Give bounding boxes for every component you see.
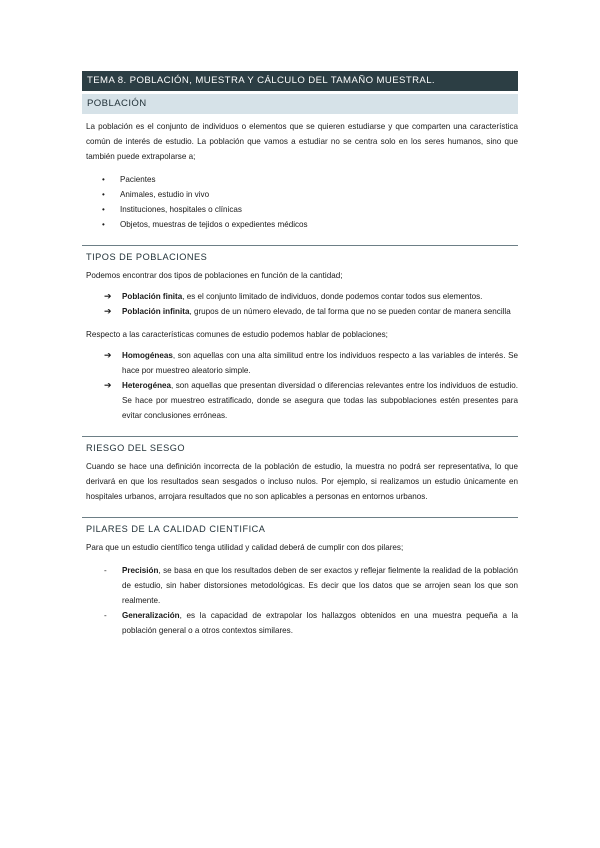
list-item: - Generalización, es la capacidad de extrapolar los hallazgos obtenidos en una muestra pequeña a la población general o a otros contextos similares. xyxy=(104,608,518,638)
dash-icon: - xyxy=(104,566,107,575)
list-item: ➔ Heterogénea, son aquellas que presentan diversidad o diferencias relevantes entre los individuos de estudio. Se hace por muestreo estratificado, donde se asegura que todas las subpoblaciones estén presentes para evitar conclusiones erróneas. xyxy=(104,380,518,420)
arrow-right-icon: ➔ xyxy=(104,306,112,316)
list-item: • Instituciones, hospitales o clínicas xyxy=(102,202,518,217)
arrow-right-icon: ➔ xyxy=(104,291,112,301)
term: Generalización xyxy=(122,611,180,620)
list-item: ➔ Población finita, es el conjunto limitado de individuos, donde podemos contar todos sus elementos. xyxy=(104,289,518,304)
term: Población infinita xyxy=(122,307,190,316)
list-item: - Precisión, se basa en que los resultados deben de ser exactos y reflejar fielmente la realidad de la población de estudio, sin haber distorsiones metodológicas. Es decir que los datos que se arrojen sean los que son realmente. xyxy=(104,563,518,608)
section-heading-tipos: TIPOS DE POBLACIONES xyxy=(82,245,518,264)
list-item: • Pacientes xyxy=(102,172,518,187)
term: Homogéneas xyxy=(122,351,173,360)
tipos-intro-2: Respecto a las características comunes de estudio podemos hablar de poblaciones; xyxy=(86,330,388,339)
poblacion-intro: La población es el conjunto de individuos o elementos que se quieren estudiarse y que comparten una característica común de interés de estudio. La población que vamos a estudiar no se centra solo en los seres humanos, sino que también puede extrapolarse a; xyxy=(86,122,518,161)
pilares-list xyxy=(82,563,518,638)
tipos-intro: Podemos encontrar dos tipos de poblaciones en función de la cantidad; xyxy=(86,271,343,280)
document-title: TEMA 8. POBLACIÓN, MUESTRA Y CÁLCULO DEL TAMAÑO MUESTRAL. xyxy=(82,71,518,91)
term: Heterogénea xyxy=(122,381,172,390)
section-heading-sesgo: RIESGO DEL SESGO xyxy=(82,436,518,455)
document-page xyxy=(82,71,518,638)
bullet-icon: • xyxy=(102,205,105,214)
bullet-icon: • xyxy=(102,175,105,184)
section-heading-pilares: PILARES DE LA CALIDAD CIENTIFICA xyxy=(82,517,518,536)
dash-icon: - xyxy=(104,611,107,620)
list-item: ➔ Población infinita, grupos de un número elevado, de tal forma que no se pueden contar de manera sencilla xyxy=(104,304,518,319)
pilares-intro: Para que un estudio científico tenga utilidad y calidad deberá de cumplir con dos pilares; xyxy=(86,543,404,552)
tipos-caracteristicas-list xyxy=(82,348,518,423)
poblacion-list xyxy=(82,172,518,232)
list-item: • Objetos, muestras de tejidos o expedientes médicos xyxy=(102,217,518,232)
section-heading-poblacion: POBLACIÓN xyxy=(82,94,518,114)
list-item: ➔ Homogéneas, son aquellas con una alta similitud entre los individuos respecto a las variables de interés. Se hace por muestreo aleatorio simple. xyxy=(104,350,518,375)
term: Población finita xyxy=(122,292,183,301)
arrow-right-icon: ➔ xyxy=(104,350,112,360)
term: Precisión xyxy=(122,566,159,575)
sesgo-text: Cuando se hace una definición incorrecta de la población de estudio, la muestra no podrá ser representativa, lo que derivará en que los resultados sean sesgados o incluso nulos. Por ejemplo, si realizamos un estudio únicamente en hospitales urbanos, arrojara resultados que no son aplicables a personas en entornos urbanos. xyxy=(86,462,518,501)
list-item: • Animales, estudio in vivo xyxy=(102,187,518,202)
bullet-icon: • xyxy=(102,220,105,229)
arrow-right-icon: ➔ xyxy=(104,380,112,390)
bullet-icon: • xyxy=(102,190,105,199)
tipos-cantidad-list xyxy=(82,289,518,319)
